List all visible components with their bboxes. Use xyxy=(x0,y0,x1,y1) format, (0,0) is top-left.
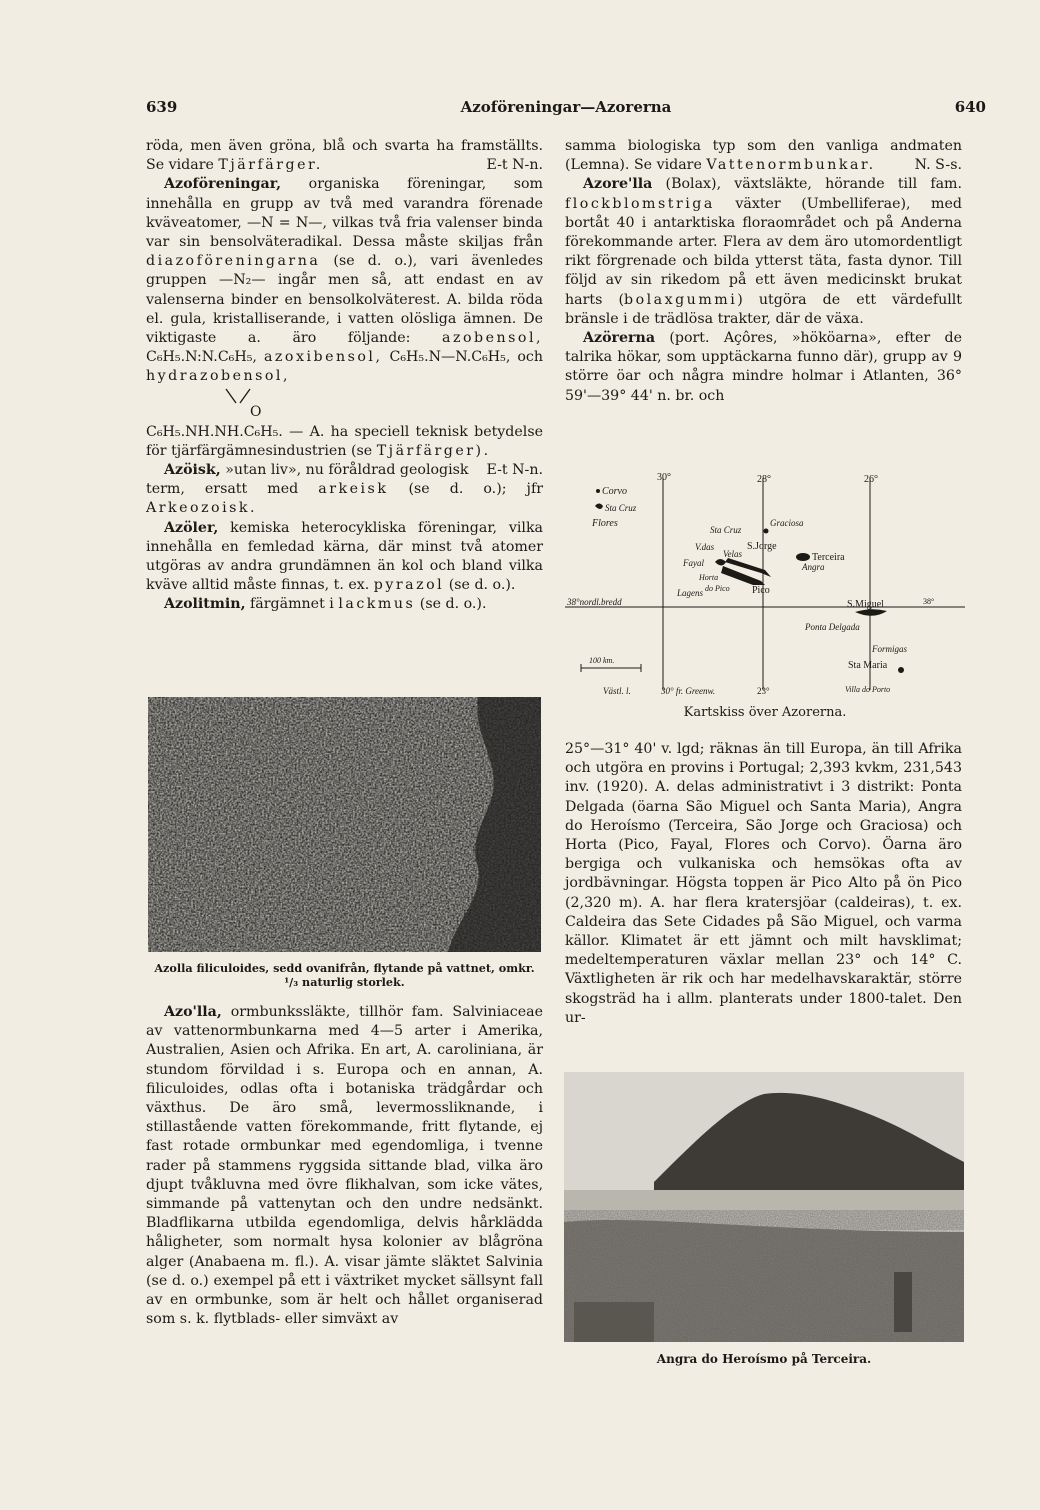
label-scale: 100 km. xyxy=(589,656,615,665)
azoxy-oxygen-bond xyxy=(146,387,543,423)
page-number-right: 640 xyxy=(954,98,986,116)
chemical-name: azobensol, xyxy=(442,330,544,347)
entry-azoisk: Azöisk, »utan liv», nu föråldrad geologisk term, ersatt med arkeisk (se d. o.); jfr Arkeozoisk. xyxy=(146,462,543,517)
label-lat-38: 38°nordl.bredd xyxy=(567,597,622,607)
entry-azorerna-continued: 25°—31° 40' v. lgd; räknas än till Europa, än till Afrika och utgöra en provins i Portugal; 2,393 kvkm, 231,543 inv. (1920). A. delas administrativt i 3 distrikt: Ponta Delgada (öarna São Miguel och Santa Maria), Angra do Heroísmo (Terceira, São Jorge och Graciosa) och Horta (Pico, Fayal, Flores och Corvo). Öarna äro bergiga och vulkaniska och hemsökas ofta av jordbävningar. Högsta toppen är Pico Alto på ön Pico (2,320 m). A. har flera kratersjöar (caldeiras), t. ex. Caldeira das Sete Cidades på São Miguel, och varma källor. Klimatet är ett jämnt och milt havsklimat; medeltemperaturen växlar mellan 23° och 14° C. Växtligheten är rik och har medelhavskaraktär, större skogsträd ha i allm. planterats under 1800-talet. Den ur- xyxy=(565,741,962,1026)
right-column-top xyxy=(565,137,962,406)
label-lat-38-right: 38° xyxy=(923,597,935,606)
chemical-name: azoxibensol, xyxy=(263,349,383,366)
page-title: Azoföreningar—Azorerna xyxy=(460,98,672,116)
headword: Azore'lla xyxy=(583,176,653,193)
entry-azoforeningar: Azoföreningar, organiska föreningar, som innehålla en grupp av två med varandra förenade kväveatomer, —N = N—, vilkas två fria valenser binda var sin bensolväteradikal. Dessa måste skiljas från diazoföreningarna (se d. o.), vari ävenledes gruppen —N₂— ingår men så, att endast en av valenserna binder en bensolkolväterest. A. bilda röda el. gula, kristalliserande, i vatten olösliga ämnen. De viktigaste a. äro följande: azobensol, C₆H₅.N:N.C₆H₅, azoxibensol, C₆H₅.N—N.C₆H₅, och hydrazobensol, O C₆H₅.NH.NH.C₆H₅. — A. ha speciell teknisk betydelse för tjärfärgämnesindustrien (se Tjärfärger). E-t N-n. xyxy=(146,175,543,461)
entry-continuation: röda, men även gröna, blå och svarta ha framställts. Se vidare Tjärfärger. E-t N-n. xyxy=(146,137,543,175)
formula: C₆H₅.NH.NH.C₆H₅. xyxy=(146,423,283,440)
headword: Azöisk, xyxy=(164,462,221,479)
entry-azorella: Azore'lla (Bolax), växtsläkte, hörande till fam. flockblomstriga växter (Umbelliferae), med bortåt 40 i antarktiska floraområdet och på Anderna förekommande arter. Flera av dem äro utomordentligt rikt förgrenade och bilda ytterst täta, fasta dynor. Till följd av sin rikedom på ett även medicinskt brukat harts (bolaxgummi) utgöra de ett värdefullt bränsle i de trädlösa trakter, där de växa. xyxy=(565,176,963,327)
headword: Azöler, xyxy=(164,519,219,536)
entry-azoler: Azöler, kemiska heterocykliska föreningar, vilka innehålla en femledad kärna, där minst två atomer utgöras av andra grundämnen än kol och bland vilka kväve alltid måste finnas, t. ex. pyrazol (se d. o.). xyxy=(146,519,543,594)
label-graciosa: Graciosa xyxy=(770,518,804,528)
formula: C₆H₅.N—N.C₆H₅, xyxy=(389,349,511,366)
angra-photo xyxy=(564,1072,964,1342)
label-pico: Pico xyxy=(752,585,770,596)
author-signature: N. S-s. xyxy=(914,157,962,174)
island-sao-miguel xyxy=(855,609,887,616)
entry-azolitmin: Azolitmin, färgämnet i lackmus (se d. o.). xyxy=(164,596,487,613)
label-s-jorge: S.Jorge xyxy=(747,541,777,552)
angra-caption: Angra do Heroísmo på Terceira. xyxy=(656,1352,872,1366)
label-terceira: Terceira xyxy=(812,552,845,563)
formula: C₆H₅.N:N.C₆H₅, xyxy=(146,349,257,366)
page-number-left: 639 xyxy=(146,98,178,116)
label-vastl: Västl. l. xyxy=(603,686,631,696)
label-fayal: Fayal xyxy=(683,558,704,568)
label-velas: Velas xyxy=(723,549,742,559)
cross-reference[interactable]: arkeisk xyxy=(318,481,389,498)
entry-azorerna: Azörerna (port. Açôres, »hököarna», efter de talrika hökar, som upptäckarna funno där), grupp av 9 större öar och några mindre holmar i Atlanten, 36° 59'—39° 44' n. br. och xyxy=(565,330,963,404)
cross-reference[interactable]: flockblomstriga xyxy=(565,195,715,212)
cross-reference[interactable]: Tjärfärger. xyxy=(218,157,323,174)
left-column-bottom xyxy=(146,1003,543,1329)
left-column-top xyxy=(146,137,543,615)
cross-reference[interactable]: diazoföreningarna xyxy=(146,253,321,270)
foreground-building xyxy=(574,1302,654,1342)
label-corvo: Corvo xyxy=(602,486,627,497)
label-flores: Flores xyxy=(592,518,618,529)
page-header xyxy=(146,98,986,122)
label-lon-23: 23° xyxy=(757,686,770,696)
label-sta-cruz-graciosa: Sta Cruz xyxy=(710,525,742,535)
oxygen-atom: O xyxy=(250,403,262,420)
label-greenw: 30° fr. Greenw. xyxy=(661,686,716,696)
island-santa-maria xyxy=(898,667,904,673)
label-lon-26: 26° xyxy=(864,474,878,485)
label-lon-30: 30° xyxy=(657,472,671,483)
azolla-photo xyxy=(148,697,541,952)
right-column-middle xyxy=(565,740,962,1028)
cross-reference[interactable]: Arkeozoisk. xyxy=(146,500,258,517)
island-corvo xyxy=(596,489,600,493)
entry-azolla: Azo'lla, ormbunkssläkte, tillhör fam. Salviniaceae av vattenormbunkarna med 4—5 arter i Amerika, Australien, Asien och Afrika. En art, A. caroliniana, är stundom förvildad i s. Europa och en annan, A. filiculoides, odlas ofta i botaniska trädgårdar och växthus. De äro små, levermossliknande, i stillastående vatten förekommande, fritt flytande, ej fast rotade ormbunkar med egendomliga, i tvenne rader på stammens ryggsida sittande blad, vilka äro djupt tvåkluvna med övre flikhalvan, som icke vätes, simmande på vattenytan och den undre nedsänkt. Bladflikarna utbilda egendomliga, delvis hårklädda håligheter, som normalt hysa kolonier av blågröna alger (Anabaena m. fl.). A. visar jämte släktet Salvinia (se d. o.) exempel på ett i växtriket mycket sällsynt fall av en ormbunke, som är helt och hållet organiserad som s. k. flytblads- eller simväxt av xyxy=(146,1004,543,1328)
entry-continuation: samma biologiska typ som den vanliga andmaten (Lemna). Se vidare Vattenormbunkar. N. S-s. xyxy=(565,137,962,175)
cross-reference[interactable]: lackmus xyxy=(338,596,416,613)
island-terceira xyxy=(796,553,810,561)
chemical-name: bolaxgummi xyxy=(623,291,738,308)
azolla-texture xyxy=(148,697,541,952)
cross-reference[interactable]: pyrazol xyxy=(373,577,445,594)
headword: Azoföreningar, xyxy=(164,176,282,193)
headword: Azörerna xyxy=(583,330,656,347)
label-s-miguel: S.Miguel xyxy=(847,599,884,610)
label-do-pico: do Pico xyxy=(705,584,730,593)
island-graciosa xyxy=(764,529,769,534)
label-vdas: V.das xyxy=(695,542,715,552)
azores-map xyxy=(565,470,965,705)
cross-reference[interactable]: Tjärfärger). xyxy=(376,442,491,459)
label-lagens: Lagens xyxy=(677,588,704,598)
azolla-caption: Azolla filiculoides, sedd ovanifrån, flytande på vattnet, omkr. ¹/₃ naturlig storlek. xyxy=(154,961,535,989)
label-sta-cruz-flores: Sta Cruz xyxy=(605,503,637,513)
tower xyxy=(894,1272,912,1332)
label-lon-28: 28° xyxy=(757,474,771,485)
map-caption: Kartskiss över Azorerna. xyxy=(683,705,847,720)
cross-reference[interactable]: Vattenormbunkar. xyxy=(706,157,876,174)
label-sta-maria: Sta Maria xyxy=(848,660,888,671)
label-horta: Horta xyxy=(699,573,719,582)
label-villa-do-porto: Villa do Porto xyxy=(845,685,891,694)
label-ponta-delgada: Ponta Delgada xyxy=(805,622,860,632)
chemical-name: hydrazobensol, xyxy=(146,368,290,385)
author-signature: E-t N-n. xyxy=(486,462,543,479)
author-signature: E-t N-n. xyxy=(486,157,543,174)
angra-scene xyxy=(564,1072,964,1342)
label-angra: Angra xyxy=(802,562,825,572)
headword: Azo'lla, xyxy=(164,1004,222,1020)
label-formigas: Formigas xyxy=(872,644,908,654)
island-flores xyxy=(595,504,603,510)
map-svg xyxy=(565,470,965,705)
island-fayal xyxy=(715,559,726,566)
headword: Azolitmin, xyxy=(164,596,246,613)
